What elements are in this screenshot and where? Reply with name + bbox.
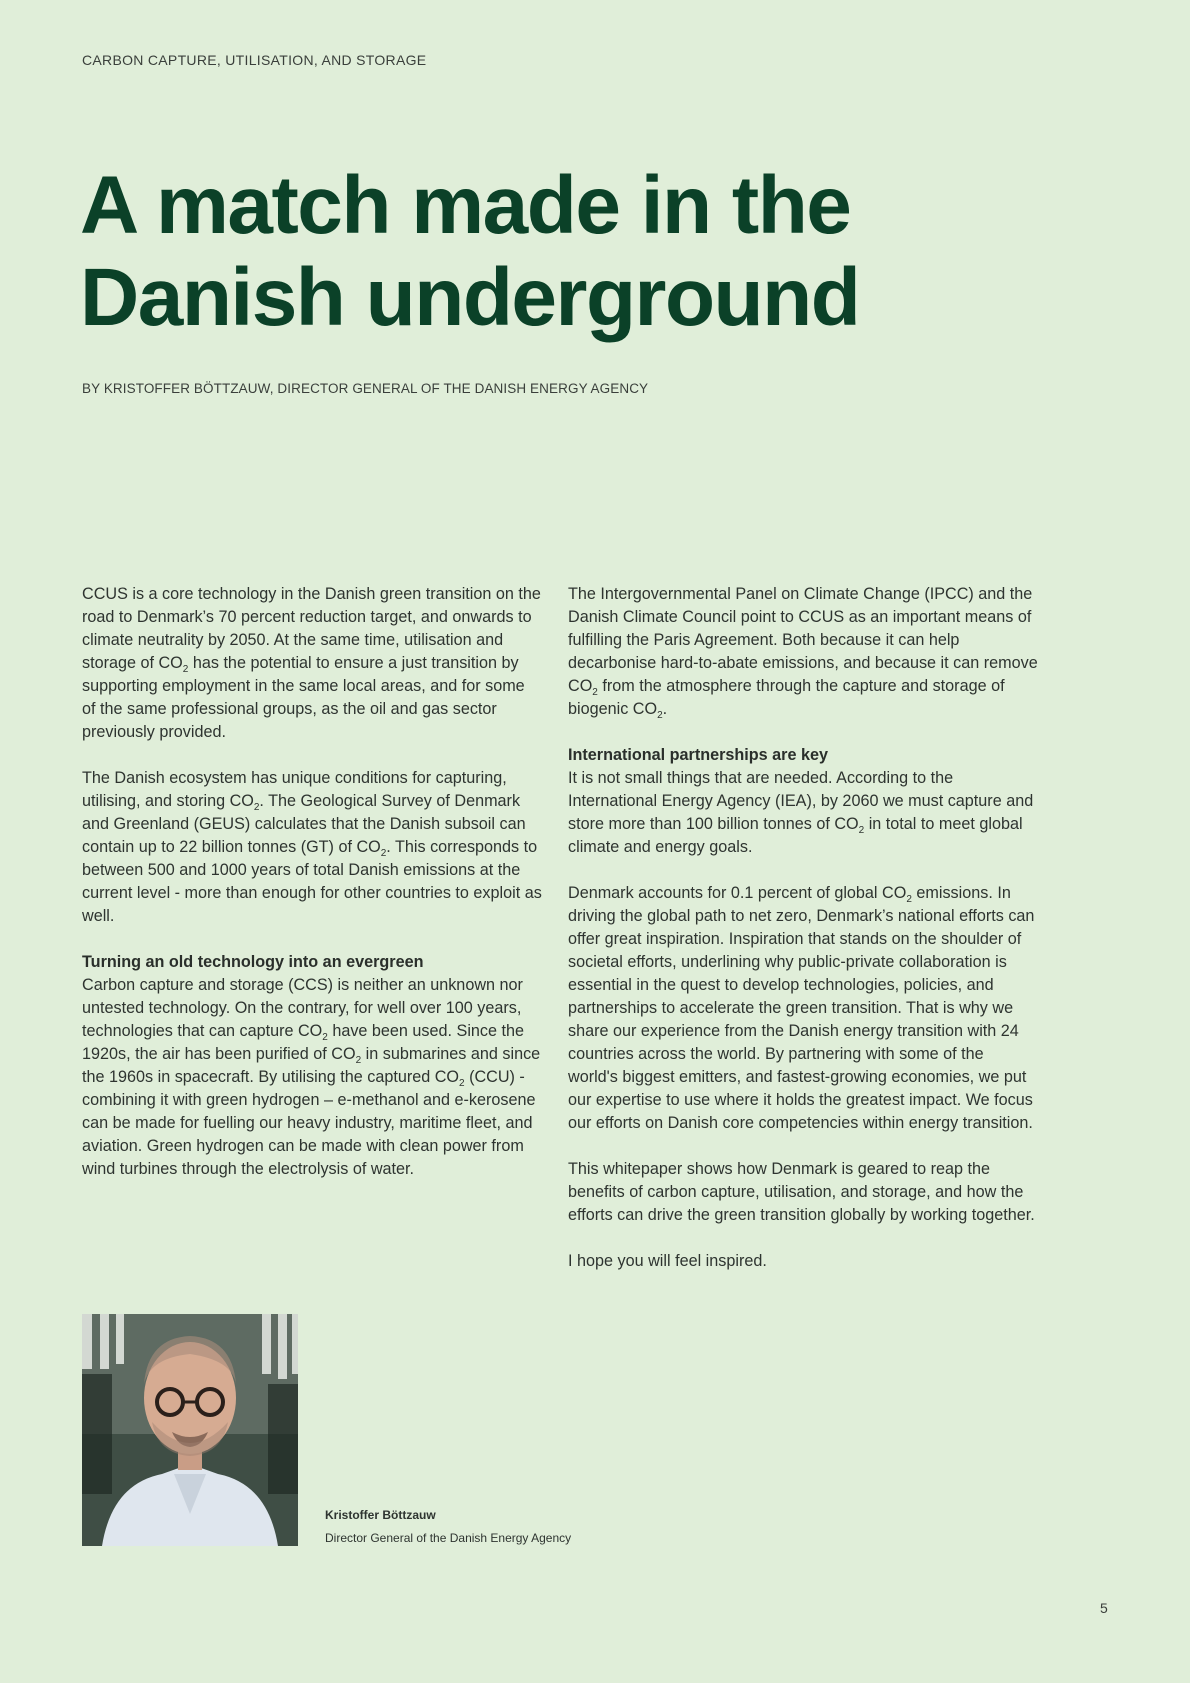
right-paragraph-3: Denmark accounts for 0.1 percent of global $CO_2$ emissions. In driving the global path to net zero, Denmark’s national efforts can offer great inspiration. Inspiration that stands on the shoulder of societal efforts, underlining why public-private collaboration is essential in the quest to develop technologies, policies, and partnerships to accelerate the green transition. That is why we share our experience from the Danish energy transition with 24 countries across the world. By partnering with some of the world's biggest emitters, and fastest-growing economies, we put our expertise to use where it holds the greatest impact. We focus our efforts on Danish core competencies within energy transition. bbox=[568, 884, 1035, 1132]
right-paragraph-2: It is not small things that are needed. According to the International Energy Agency (IEA), by 2060 we must capture and store more than 100 billion tonnes of $CO_2$ in total to meet global climate and energy goals. bbox=[568, 769, 1034, 856]
right-column bbox=[568, 583, 1038, 1296]
section-label: CARBON CAPTURE, UTILISATION, AND STORAGE bbox=[82, 52, 427, 68]
caption-role: Director General of the Danish Energy Agency bbox=[325, 1531, 572, 1545]
page-title bbox=[80, 160, 980, 344]
left-paragraph-3: Carbon capture and storage (CCS) is neither an unknown nor untested technology. On the contrary, for well over 100 years, technologies that can capture $CO_2$ have been used. Since the 1920s, the air has been purified of $CO_2$ in submarines and since the 1960s in spacecraft. By utilising the captured $CO_2$ (CCU) - combining it with green hydrogen – e-methanol and e-kerosene can be made for fuelling our heavy industry, maritime fleet, and aviation. Green hydrogen can be made with clean power from wind turbines through the electrolysis of water. bbox=[82, 976, 541, 1178]
caption-name: Kristoffer Böttzauw bbox=[325, 1508, 436, 1522]
left-paragraph-1: CCUS is a core technology in the Danish green transition on the road to Denmark’s 70 percent reduction target, and onwards to climate neutrality by 2050. At the same time, utilisation and storage of $CO_2$ has the potential to ensure a just transition by supporting employment in the same local areas, and for some of the same professional groups, as the oil and gas sector previously provided. bbox=[82, 585, 541, 741]
title-line-1: A match made in the bbox=[80, 160, 851, 251]
left-paragraph-2: The Danish ecosystem has unique conditions for capturing, utilising, and storing $CO_2$. The Geological Survey of Denmark and Greenland (GEUS) calculates that the Danish subsoil can contain up to 22 billion tonnes (GT) of $CO_2$. This corresponds to between 500 and 1000 years of total Danish emissions at the current level - more than enough for other countries to exploit as well. bbox=[82, 769, 542, 925]
page-number: 5 bbox=[1100, 1600, 1108, 1616]
right-paragraph-4: This whitepaper shows how Denmark is geared to reap the benefits of carbon capture, utilisation, and storage, and how the efforts can drive the green transition globally by working together. bbox=[568, 1160, 1035, 1224]
title-line-2: Danish underground bbox=[80, 252, 860, 343]
byline: BY KRISTOFFER BÖTTZAUW, DIRECTOR GENERAL OF THE DANISH ENERGY AGENCY bbox=[82, 381, 649, 396]
left-column bbox=[82, 583, 542, 1204]
right-paragraph-5: I hope you will feel inspired. bbox=[568, 1252, 767, 1270]
right-subheading: International partnerships are key bbox=[568, 746, 828, 764]
portrait-illustration bbox=[82, 1314, 298, 1546]
author-portrait bbox=[82, 1314, 298, 1546]
left-subheading: Turning an old technology into an evergreen bbox=[82, 953, 424, 971]
right-paragraph-1: The Intergovernmental Panel on Climate Change (IPCC) and the Danish Climate Council point to CCUS as an important means of fulfilling the Paris Agreement. Both because it can help decarbonise hard-to-abate emissions, and because it can remove $CO_2$ from the atmosphere through the capture and storage of biogenic $CO_2$. bbox=[568, 585, 1038, 722]
